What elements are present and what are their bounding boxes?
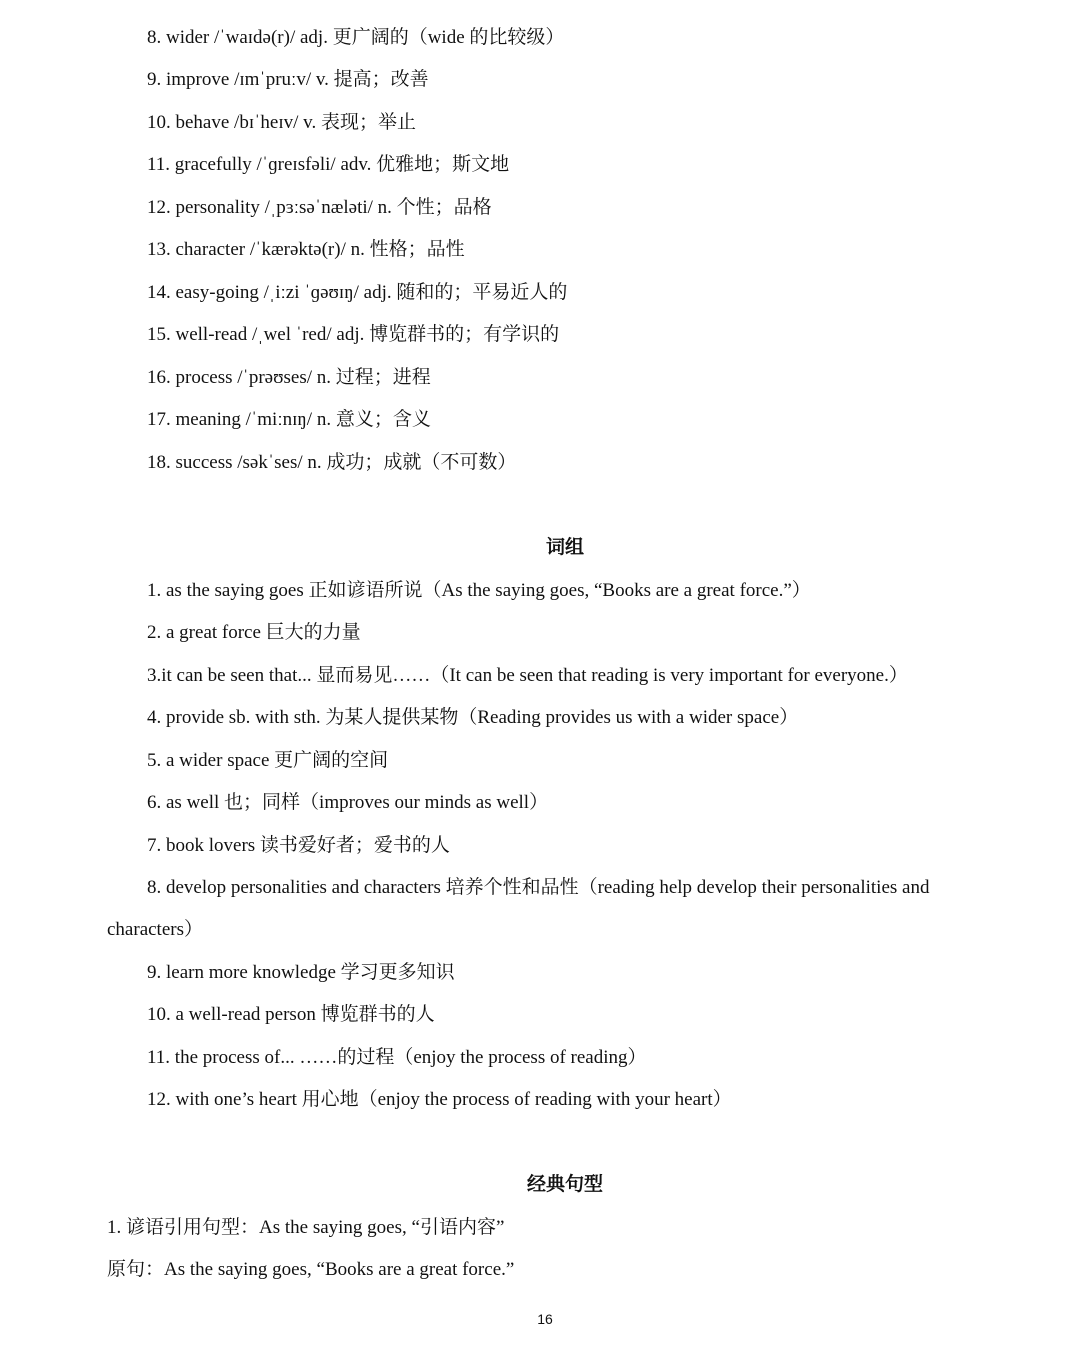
vocab-item-18: 18. success /səkˈses/ n. 成功；成就（不可数） bbox=[147, 452, 517, 473]
phrase-item-9: 9. learn more knowledge 学习更多知识 bbox=[147, 962, 455, 983]
vocab-item-13: 13. character /ˈkærəktə(r)/ n. 性格；品性 bbox=[147, 239, 465, 260]
vocab-item-15: 15. well-read /ˌwel ˈred/ adj. 博览群书的；有学识的 bbox=[147, 324, 560, 345]
vocab-item-11: 11. gracefully /ˈɡreɪsfəli/ adv. 优雅地；斯文地 bbox=[147, 154, 510, 175]
sentences-heading: 经典句型 bbox=[526, 1174, 603, 1195]
phrase-item-8-continued: characters） bbox=[107, 919, 203, 940]
vocab-item-16: 16. process /ˈprəʊses/ n. 过程；进程 bbox=[147, 367, 431, 388]
phrase-item-5: 5. a wider space 更广阔的空间 bbox=[147, 750, 389, 771]
phrase-item-11: 11. the process of... ……的过程（enjoy the process of reading） bbox=[147, 1047, 647, 1068]
phrase-item-3: 3.it can be seen that... 显而易见……（It can be seen that reading is very important for everyone.） bbox=[147, 665, 908, 686]
vocab-item-10: 10. behave /bɪˈheɪv/ v. 表现；举止 bbox=[147, 112, 416, 133]
phrase-item-2: 2. a great force 巨大的力量 bbox=[147, 622, 361, 643]
sentence-pattern-1: 1. 谚语引用句型：As the saying goes, “引语内容” bbox=[107, 1217, 505, 1238]
sentence-example-1: 原句：As the saying goes, “Books are a great force.” bbox=[107, 1259, 515, 1280]
page-number: 16 bbox=[537, 1311, 553, 1327]
phrase-item-10: 10. a well-read person 博览群书的人 bbox=[147, 1004, 435, 1025]
phrase-item-1: 1. as the saying goes 正如谚语所说（As the saying goes, “Books are a great force.”） bbox=[147, 580, 811, 601]
phrase-item-4: 4. provide sb. with sth. 为某人提供某物（Reading provides us with a wider space） bbox=[147, 707, 799, 728]
phrase-item-8: 8. develop personalities and characters 培养个性和品性（reading help develop their personalities and bbox=[147, 877, 930, 898]
phrase-item-12: 12. with one’s heart 用心地（enjoy the process of reading with your heart） bbox=[147, 1089, 732, 1110]
vocab-item-9: 9. improve /ɪmˈpruːv/ v. 提高；改善 bbox=[147, 69, 429, 90]
vocab-item-8: 8. wider /ˈwaɪdə(r)/ adj. 更广阔的（wide 的比较级） bbox=[147, 27, 565, 48]
vocab-item-12: 12. personality /ˌpɜːsəˈnæləti/ n. 个性；品格 bbox=[147, 197, 492, 218]
phrase-item-6: 6. as well 也；同样（improves our minds as well） bbox=[147, 792, 549, 813]
phrase-item-7: 7. book lovers 读书爱好者；爱书的人 bbox=[147, 835, 450, 856]
phrases-heading: 词组 bbox=[545, 537, 584, 558]
vocab-item-14: 14. easy-going /ˌiːzi ˈɡəʊɪŋ/ adj. 随和的；平易近人的 bbox=[147, 282, 568, 303]
vocab-item-17: 17. meaning /ˈmiːnɪŋ/ n. 意义；含义 bbox=[147, 409, 431, 430]
